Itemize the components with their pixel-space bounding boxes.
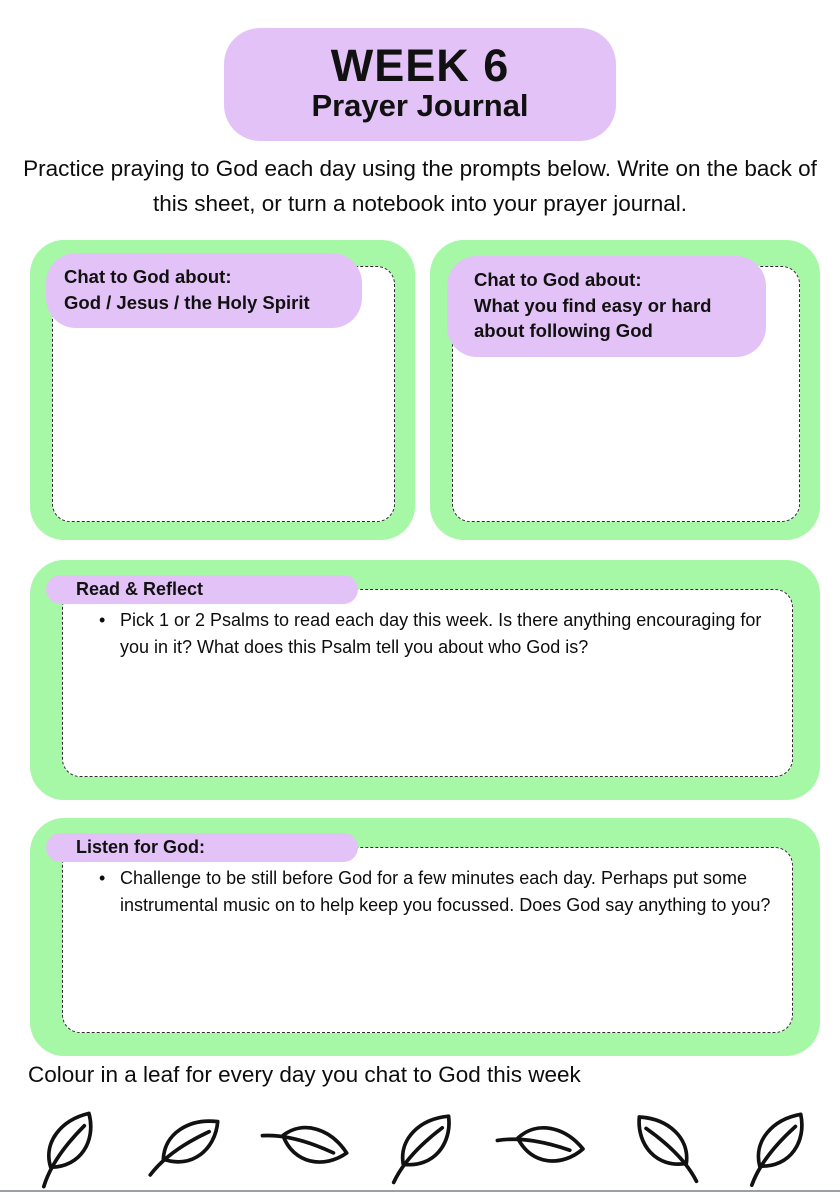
leaf-tracker-row — [32, 1104, 820, 1192]
chat-box-1-label — [46, 253, 362, 328]
listen-writing-area[interactable] — [62, 847, 793, 1033]
read-reflect-box — [30, 560, 820, 800]
leaf-outline-icon[interactable] — [742, 1105, 820, 1191]
chat-box-god-jesus-spirit — [30, 240, 415, 540]
week-title: WEEK 6 — [330, 40, 510, 91]
listen-for-god-box — [30, 818, 820, 1056]
page-bottom-divider — [0, 1190, 840, 1192]
leaf-outline-icon[interactable] — [387, 1105, 465, 1191]
leaf-instruction-text: Colour in a leaf for every day you chat to God this week — [28, 1062, 581, 1087]
leaf-outline-icon[interactable] — [269, 1105, 347, 1191]
leaf-outline-icon[interactable] — [505, 1105, 583, 1191]
chat-box-2-label — [447, 256, 766, 357]
chat-box-2-label-line1: Chat to God about: — [474, 269, 642, 290]
chat-box-1-label-line2: God / Jesus / the Holy Spirit — [64, 291, 310, 313]
read-reflect-prompts — [63, 607, 792, 661]
leaf-outline-icon[interactable] — [624, 1105, 702, 1191]
listen-prompts — [63, 865, 792, 919]
leaf-outline-icon[interactable] — [32, 1105, 110, 1191]
chat-box-following-god — [430, 240, 820, 540]
header-banner — [224, 28, 616, 141]
read-reflect-label: Read & Reflect — [46, 575, 358, 604]
intro-text: Practice praying to God each day using the prompts below. Write on the back of this sheet, or turn a notebook into your prayer journal. — [23, 156, 817, 216]
read-reflect-writing-area[interactable] — [62, 589, 793, 777]
leaf-outline-icon[interactable] — [150, 1105, 228, 1191]
read-reflect-prompt: • Pick 1 or 2 Psalms to read each day this week. Is there anything encouraging for you in it? What does this Psalm tell you about who God is? — [99, 607, 772, 661]
journal-subtitle: Prayer Journal — [311, 88, 529, 124]
listen-for-god-label: Listen for God: — [46, 833, 358, 862]
listen-prompt: • Challenge to be still before God for a few minutes each day. Perhaps put some instrumental music on to help keep you focussed. Does God say anything to you? — [99, 865, 772, 919]
chat-box-1-label-line1: Chat to God about: — [64, 266, 232, 287]
chat-box-2-label-line2: What you find easy or hard about following God — [474, 294, 712, 342]
